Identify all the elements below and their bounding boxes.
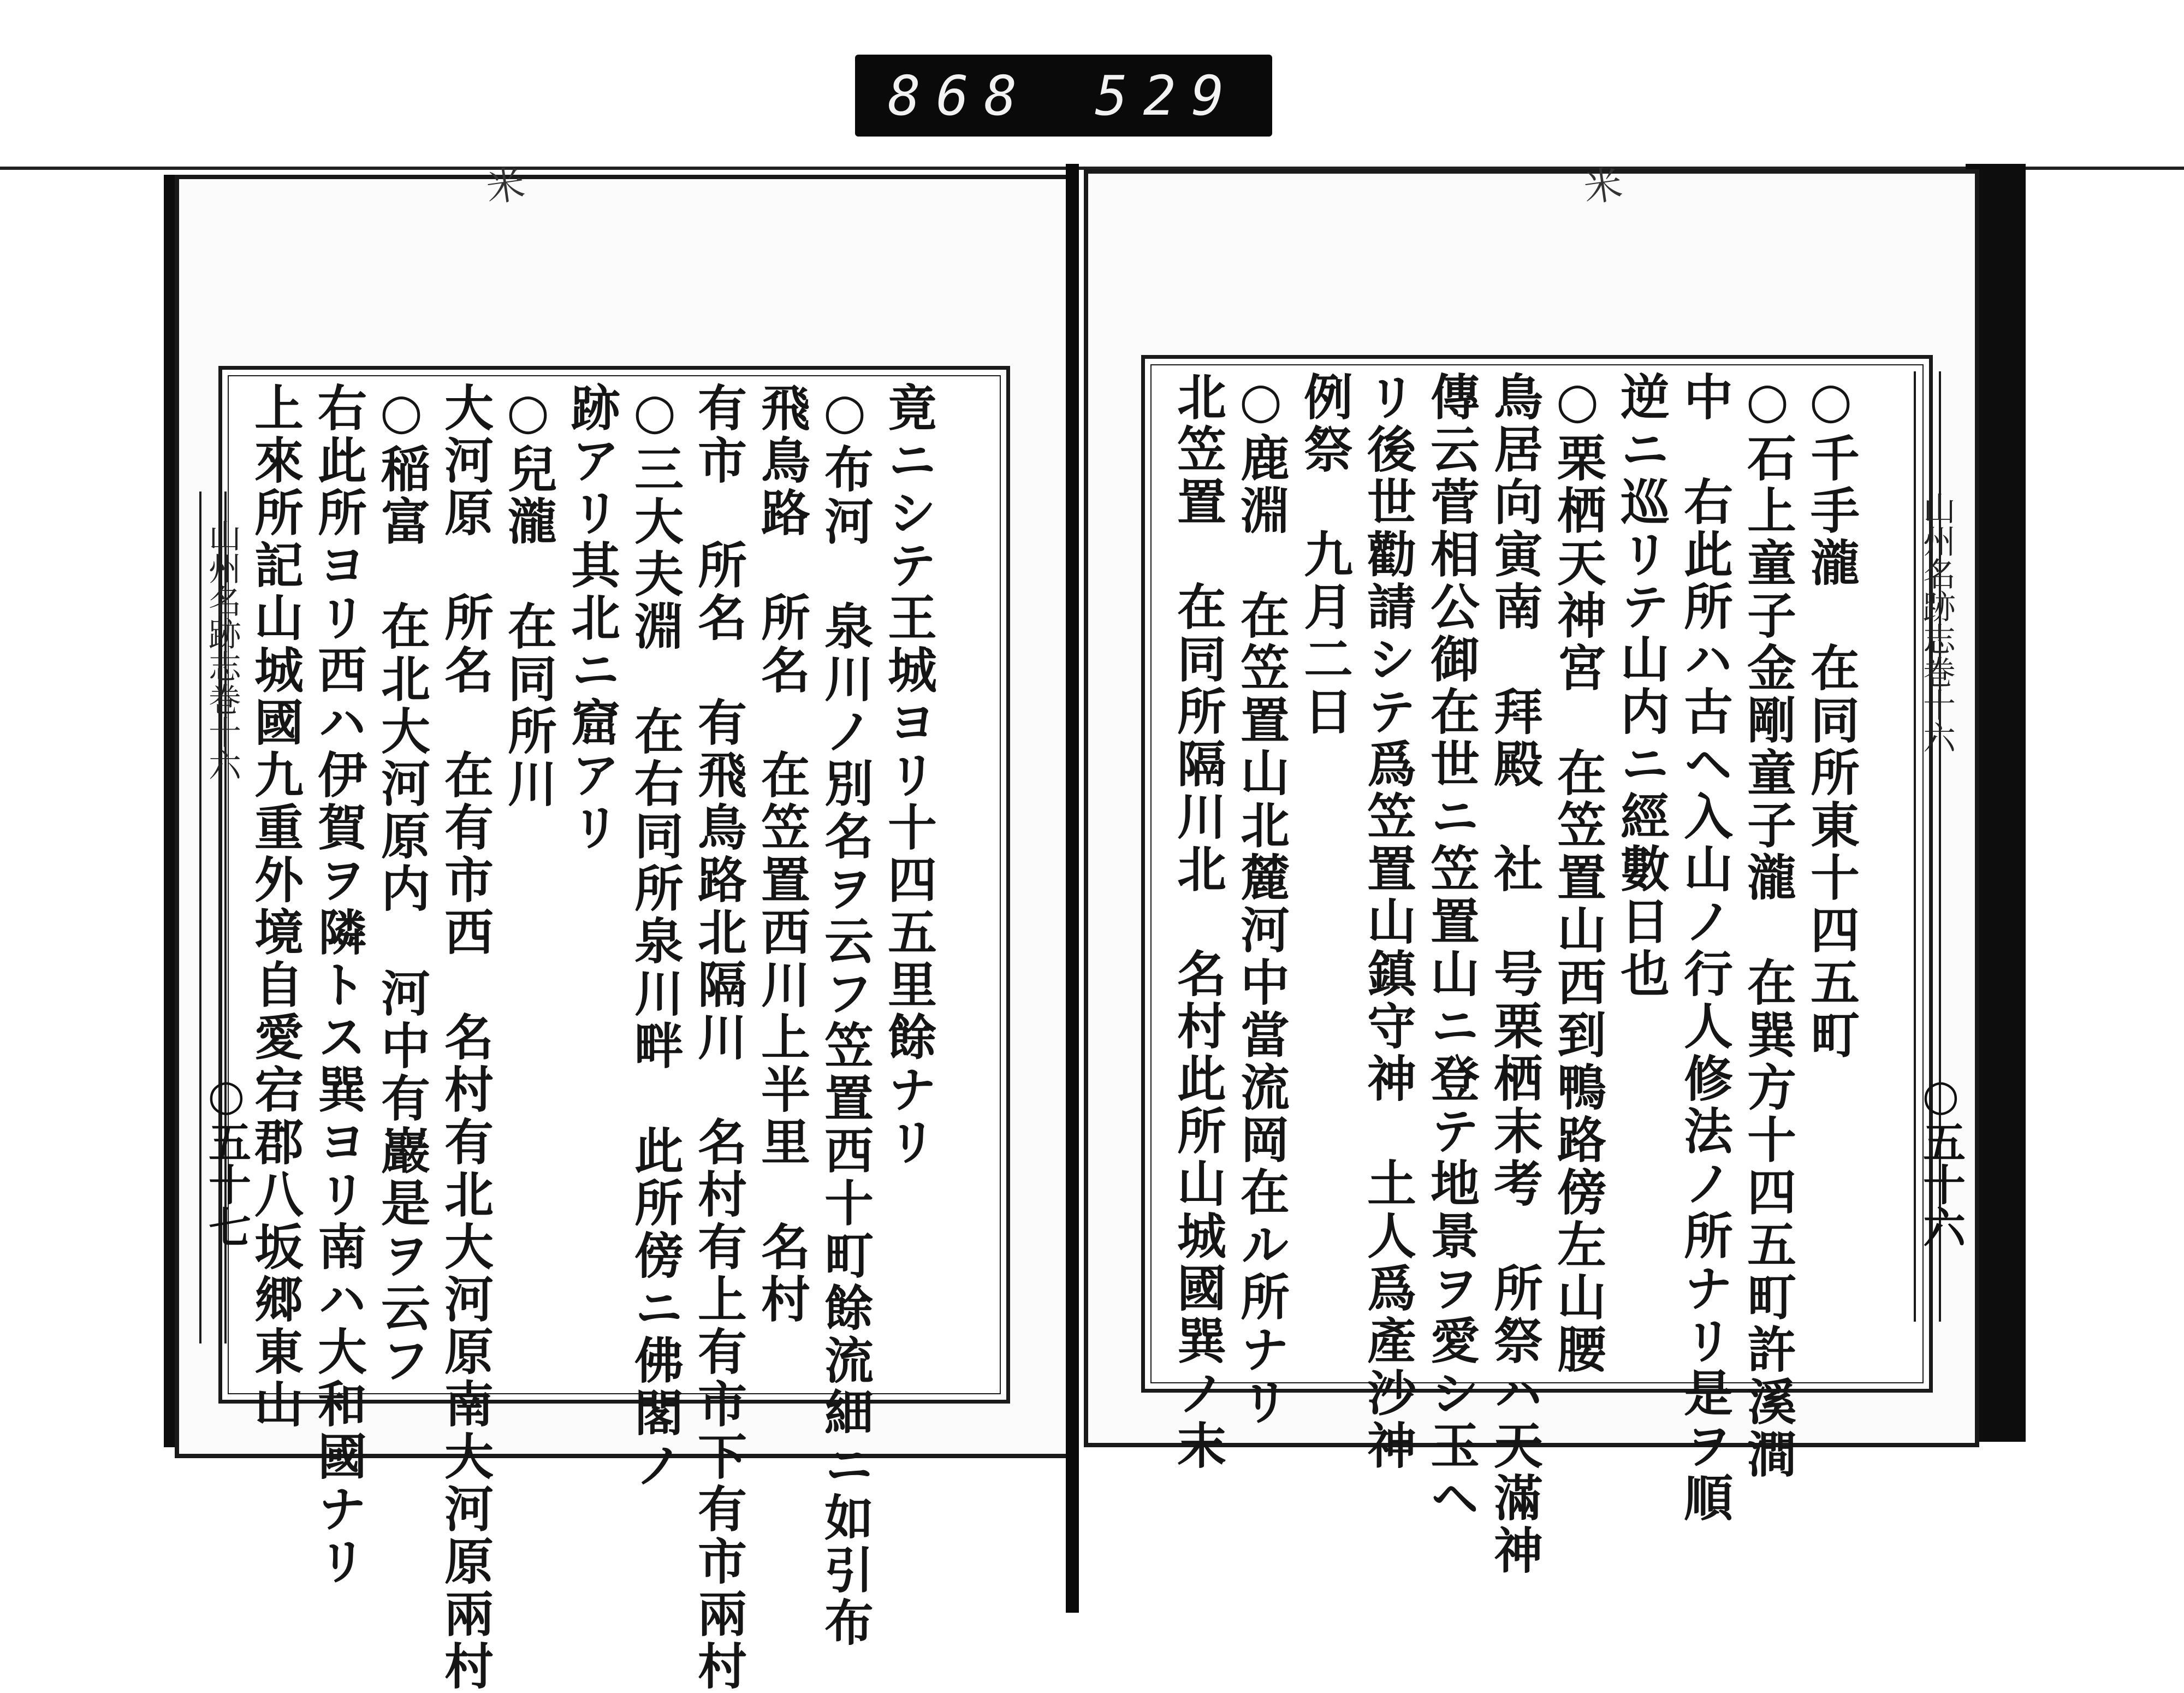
right-line-5: ○栗栖天神宮 在笠置山西到鴨路傍左山腰 xyxy=(1548,371,1606,1376)
left-page-margin-title: 山州名跡志巻十六 xyxy=(203,519,241,781)
reel-label xyxy=(855,55,1272,137)
right-line-3: 中 右此所ハ古ヘ入山ノ行人修法ノ所ナリ是ヲ順 xyxy=(1675,371,1733,1525)
left-page-body xyxy=(243,382,940,1693)
right-line-10: ○鹿淵 在笠置山北麓河中當流岡在ル所ナリ xyxy=(1232,371,1290,1429)
right-line-11: 北笠置 在同所隔川北 名村此所山城國巽ノ末 xyxy=(1168,371,1226,1472)
left-line-6: 跡アリ其北ニ窟アリ xyxy=(562,382,620,854)
right-line-4: 逆ニ巡リテ山内ニ經數日也 xyxy=(1612,371,1670,1001)
right-line-9: 例祭 九月二日 xyxy=(1295,371,1353,738)
left-line-2: ○布河 泉川ノ別名ヲ云フ笠置西十町餘流細ニ如引布 xyxy=(816,382,874,1649)
right-line-8: リ後世勸請シテ爲笠置山鎮守神 土人爲產沙神 xyxy=(1358,371,1416,1472)
left-line-8: 大河原 所名 在有市西 名村有北大河原南大河原兩村 xyxy=(436,382,494,1693)
left-line-4: 有市 所名 有飛鳥路北隔川 名村有上有市下有市兩村 xyxy=(689,382,747,1693)
book-gutter xyxy=(1066,164,1079,1613)
right-line-7: 傳云菅相公御在世ニ笠置山ニ登テ地景ヲ愛シ玉ヘ xyxy=(1422,371,1480,1525)
right-line-6: 鳥居向寅南 拜殿 社 号栗栖末考 所祭ハ天滿神 xyxy=(1485,371,1543,1577)
left-line-9: ○稲富 在北大河原内 河中有巖是ヲ云フ xyxy=(372,382,430,1387)
left-line-11: 上來所記山城國九重外境自愛宕郡八坂郷東山 xyxy=(246,382,304,1431)
reel-number-right: 529 xyxy=(1095,63,1239,128)
reel-number-left: 868 xyxy=(888,63,1032,128)
right-page-margin-title: 山州名跡志巻十六 xyxy=(1918,492,1956,754)
right-page-folio: ○五十六 xyxy=(1916,1070,1966,1248)
left-page-folio: ○五十七 xyxy=(201,1070,251,1248)
right-line-2: ○石上童子金剛童子瀧 在巽方十四五町許溪澗 xyxy=(1738,371,1796,1481)
left-line-7: ○兒瀧 在同所川 xyxy=(499,382,557,810)
left-line-5: ○三大夫淵 在右同所泉川畔 此所傍ニ佛閣ノ xyxy=(626,382,684,1492)
left-line-3: 飛鳥路 所名 在笠置西川上半里 名村 xyxy=(752,382,810,1326)
stamp-left: ⽶ xyxy=(483,161,528,211)
right-page-body xyxy=(1166,371,1862,1577)
right-line-1: ○千手瀧 在同所東十四五町 xyxy=(1802,371,1860,1062)
left-line-1: 竟ニシテ王城ヨリ十四五里餘ナリ xyxy=(879,382,937,1169)
left-line-10: 右此所ヨリ西ハ伊賀ヲ隣トス巽ヨリ南ハ大和國ナリ xyxy=(309,382,367,1588)
stamp-right: ⽶ xyxy=(1581,161,1625,211)
